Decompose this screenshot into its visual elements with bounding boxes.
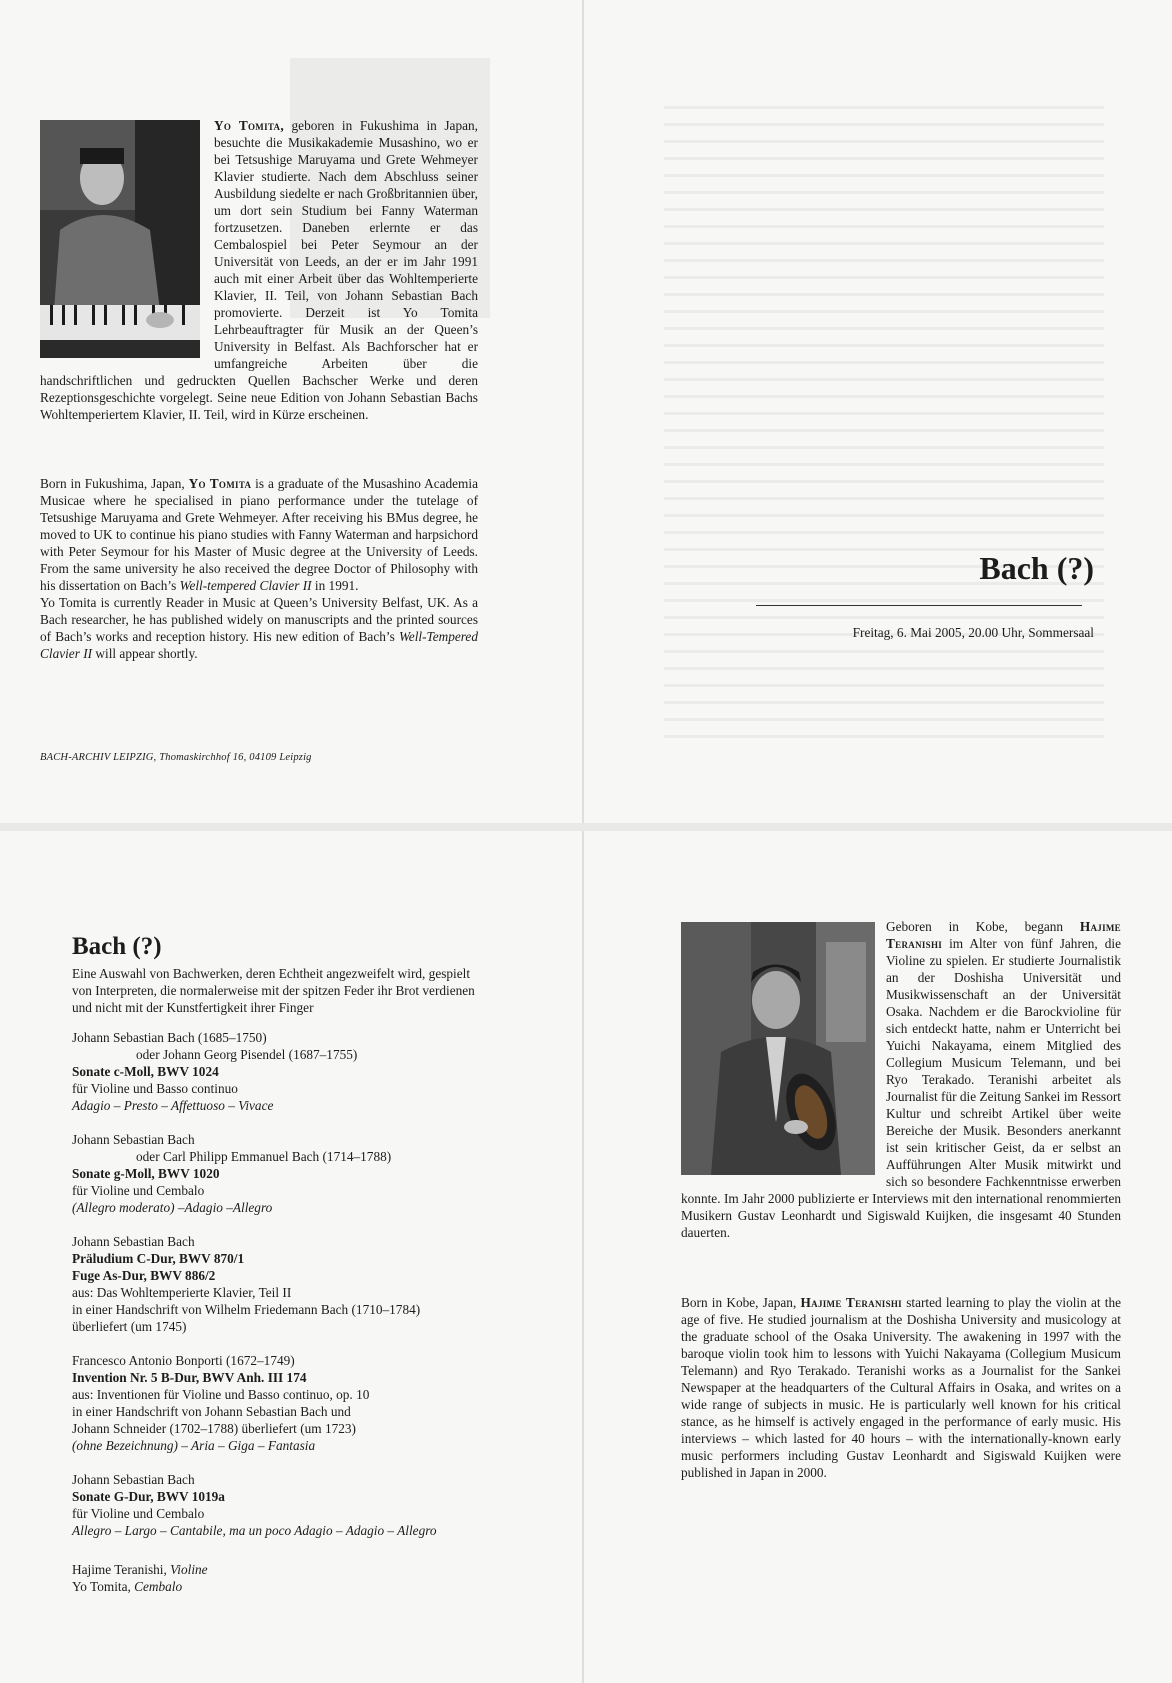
programme-line: oder Carl Philipp Emmanuel Bach (1714–1788) (136, 1149, 392, 1164)
bio-text: in 1991. (311, 578, 359, 593)
programme-line: Francesco Antonio Bonporti (1672–1749) (72, 1353, 295, 1368)
bio-tomita-german (40, 117, 478, 423)
page-cover (584, 0, 1172, 823)
programme-line: Johann Sebastian Bach (1685–1750) (72, 1030, 267, 1045)
programme-line: Johann Sebastian Bach (72, 1234, 195, 1249)
programme-line: überliefert (um 1745) (72, 1319, 187, 1334)
programme-line: Johann Sebastian Bach (72, 1472, 195, 1487)
performer-instrument: Violine (170, 1562, 208, 1577)
performer-name: Yo Tomita, (72, 1579, 135, 1594)
bleed-through-text (664, 100, 1104, 740)
movements: (Allegro moderato) –Adagio –Allegro (72, 1200, 273, 1215)
programme-item (72, 1131, 542, 1216)
bio-text: Yo Tomita is currently Reader in Music at Queen’s University Belfast, UK. As a Bach researcher, he has published widely on manuscripts and the printed sources of Bach’s works and reception history. His new edition of Bach’s (40, 595, 478, 644)
bio-teranishi-german (681, 918, 1121, 1241)
performer-name: Hajime Teranishi, (72, 1562, 171, 1577)
programme-list (72, 1029, 542, 1556)
performer (72, 1578, 472, 1595)
cover-divider (756, 605, 1082, 606)
programme-item (72, 1233, 542, 1335)
programme-line: oder Johann Georg Pisendel (1687–1755) (136, 1047, 358, 1062)
work-title: Fuge As-Dur, BWV 886/2 (72, 1268, 216, 1283)
page-programme (0, 831, 582, 1683)
programme-line: für Violine und Cembalo (72, 1506, 205, 1521)
programme-line: aus: Inventionen für Violine und Basso continuo, op. 10 (72, 1387, 370, 1402)
programme-line: aus: Das Wohltemperierte Klavier, Teil II (72, 1285, 292, 1300)
page-teranishi-bio (584, 831, 1172, 1683)
footer-address: BACH-ARCHIV LEIPZIG, Thomaskirchhof 16, 04109 Leipzig (40, 752, 312, 763)
bio-text: Born in Kobe, Japan, (681, 1295, 801, 1310)
bio-name: Hajime Teranishi (800, 1295, 902, 1310)
cover-title: Bach (?) (979, 550, 1094, 586)
programme-item (72, 1352, 542, 1454)
page-fold-vertical (582, 0, 584, 1683)
bio-text: Geboren in Kobe, begann (886, 919, 1080, 934)
work-title: Well-Tempered Clavier II (40, 629, 478, 661)
bio-name: Hajime Teranishi (886, 919, 1121, 951)
movements: (ohne Bezeichnung) – Aria – Giga – Fantasia (72, 1438, 316, 1453)
page-fold-horizontal (0, 823, 1172, 831)
work-title: Sonate g-Moll, BWV 1020 (72, 1166, 220, 1181)
programme-line: in einer Handschrift von Wilhelm Friedemann Bach (1710–1784) (72, 1302, 421, 1317)
programme-line: für Violine und Basso continuo (72, 1081, 238, 1096)
performer-instrument: Cembalo (134, 1579, 183, 1594)
event-date: Freitag, 6. Mai 2005, 20.00 Uhr, Sommersaal (852, 625, 1094, 640)
bio-tomita-english (40, 475, 478, 662)
programme-line: Johann Sebastian Bach (72, 1132, 195, 1147)
bio-text: geboren in Fukushima in Japan, besuchte die Musikakademie Musashino, wo er bei Tetsushige Maruyama und Grete Wehmeyer Klavier studierte. Nach dem Abschluss seiner Ausbildung siedelte er nach Großbritannien über, um dort sein Studium bei Fanny Waterman fortzusetzen. Daneben erlernte er das Cembalospiel bei Peter Seymour an der Universität von Leeds, an der er im Jahr 1991 auch mit einer Arbeit über das Wohltemperierte Klavier, II. Teil, von Johann Sebastian Bach promovierte. Derzeit ist Yo Tomita Lehrbeauftragter für Musik an der Queen’s University in Belfast. Als Bachforscher hat er umfangreiche Arbeiten über die handschriftlichen und gedruckten Quellen Bachscher Werke und deren Rezeptionsgeschichte vorgelegt. Seine neue Edition von Johann Sebastian Bachs Wohltemperiertem Klavier, II. Teil, wird in Kürze erscheinen. (40, 118, 478, 422)
programme-item (72, 1029, 542, 1114)
programme-line: in einer Handschrift von Johann Sebastian Bach und (72, 1404, 351, 1419)
bio-text: started learning to play the violin at the age of five. He studied journalism at the Doshisha University and musicology at the graduate school of the Osaka University. The awakening in 1997 with the baroque violin took him to lessons with Yuichi Nakayama (Collegium Musicum Telemann) and Ryo Terakado. Teranishi works as a Journalist for the Sankei Newspaper at the headquarters of the Cultural Affairs in Osaka, and writes on a wide range of subjects in music. He is particularly well known for his critical stance, as he himself is actively engaged in the performance of early music. His interviews – which lasted for 40 hours – with the internationally-known early music performers including Gustav Leonhardt and Sigiswald Kuijken were published in Japan in 2000. (681, 1295, 1122, 1480)
movements: Allegro – Largo – Cantabile, ma un poco Adagio – Adagio – Allegro (72, 1523, 437, 1538)
performer (72, 1561, 472, 1578)
bio-text: will appear shortly. (92, 646, 198, 661)
work-title: Sonate G-Dur, BWV 1019a (72, 1489, 225, 1504)
bio-text: is a graduate of the Musashino Academia Musicae where he specialised in piano performance under the tutelage of Tetsushige Maruyama and Grete Wehmeyer. After receiving his BMus degree, he moved to UK to continue his piano studies with Fanny Waterman and harpsichord with Peter Seymour for his Master of Music degree at the University of Leeds. From the same university he also received the degree Doctor of Philosophy with his dissertation on Bach’s (40, 476, 478, 593)
bio-text: im Alter von fünf Jahren, die Violine zu spielen. Er studierte Journalistik an der Doshisha Universität und Musikwissenschaft an der Universität Osaka. Nachdem er die Barockvioline für sich entdeckt hatte, nahm er Unterricht bei Yuichi Nakayama, einem Mitglied des Collegium Musicum Telemann, und bei Ryo Terakado. Teranishi arbeitet als Journalist für die Zeitung Sankei im Ressort Kultur und schreibt Artikel über weite Bereiche der Musik. Besonders anerkannt ist sein kritischer Geist, da er selbst an Aufführungen Alter Musik mitwirkt und sich so besondere Fachkenntnisse erwerben konnte. Im Jahr 2000 publizierte er Interviews mit den international renommierten Musikern Gustav Leonhardt und Sigiswald Kuijken, die insgesamt 40 Stunden dauerten. (681, 936, 1121, 1240)
bio-name: Yo Tomita (188, 476, 252, 491)
bio-text: Born in Fukushima, Japan, (40, 476, 189, 491)
page-tomita-bio (0, 0, 582, 823)
programme-line: Johann Schneider (1702–1788) überliefert (um 1723) (72, 1421, 356, 1436)
work-title: Sonate c-Moll, BWV 1024 (72, 1064, 219, 1079)
work-title: Präludium C-Dur, BWV 870/1 (72, 1251, 245, 1266)
movements: Adagio – Presto – Affettuoso – Vivace (72, 1098, 274, 1113)
bio-teranishi-english (681, 1294, 1121, 1481)
work-title: Invention Nr. 5 B-Dur, BWV Anh. III 174 (72, 1370, 307, 1385)
bio-name: Yo Tomita, (214, 118, 284, 133)
programme-title: Bach (?) (72, 933, 162, 960)
programme-intro: Eine Auswahl von Bachwerken, deren Echtheit angezweifelt wird, gespielt von Interpreten, die normalerweise mit der spitzen Feder ihr Brot verdienen und nicht mit der Kunstfertigkeit ihrer Finger (72, 966, 475, 1015)
work-title: Well-tempered Clavier II (179, 578, 312, 593)
performers-list (72, 1561, 472, 1595)
programme-item (72, 1471, 542, 1539)
programme-line: für Violine und Cembalo (72, 1183, 205, 1198)
